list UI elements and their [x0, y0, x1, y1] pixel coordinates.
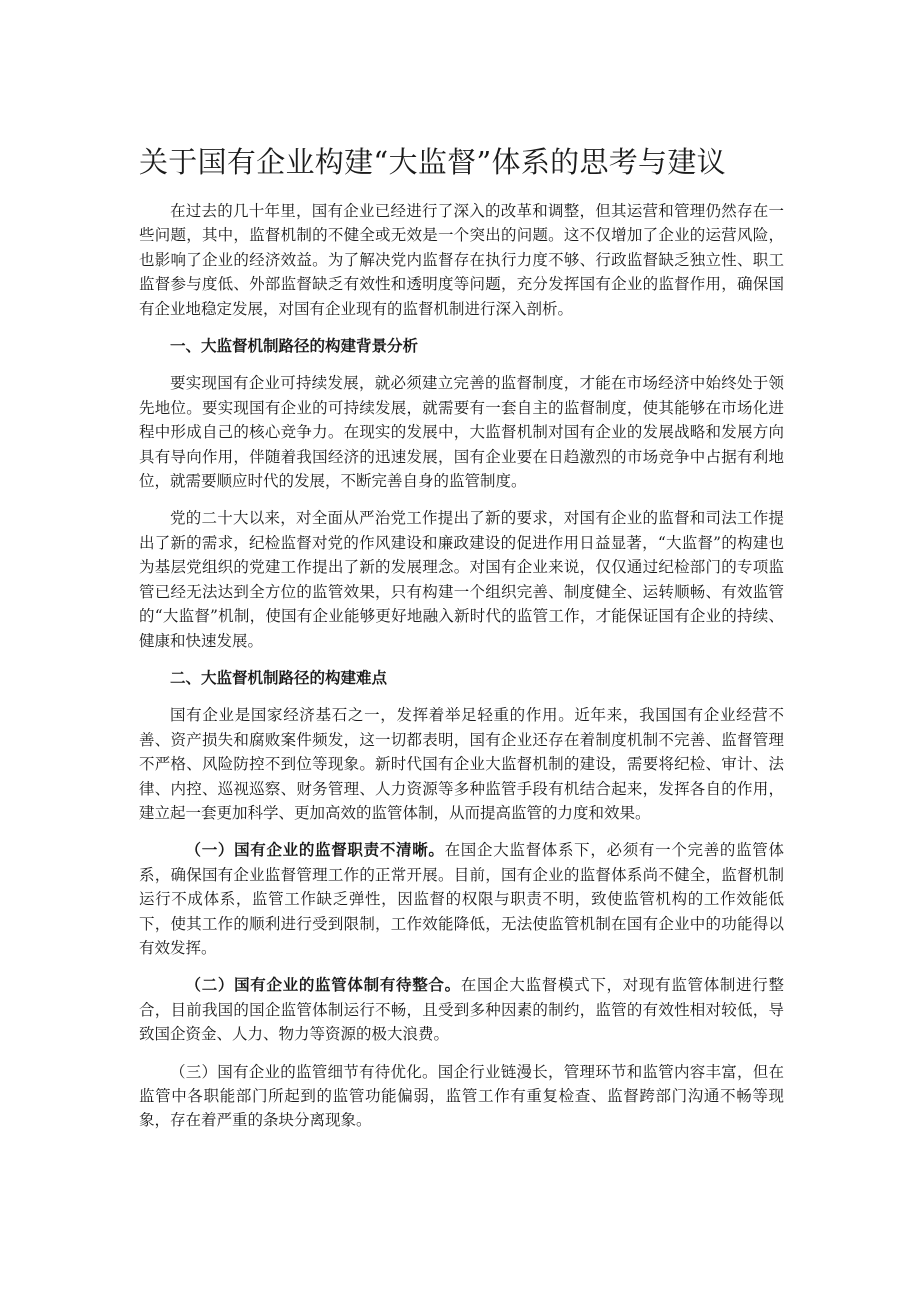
section-2-paragraph-1: 国有企业是国家经济基石之一，发挥着举足轻重的作用。近年来，我国国有企业经营不善、资产损失和腐败案件频发，这一切都表明，国有企业还存在着制度机制不完善、监督管理不严格、风险防控不到位等现象。新时代国有企业大监督机制的建设，需要将纪检、审计、法律、内控、巡视巡察、财务管理、人力资源等多种监管手段有机结合起来，发挥各自的作用，建立起一套更加科学、更加高效的监管体制，从而提高监管的力度和效果。 [139, 706, 784, 822]
section-2-item-3: （三）国有企业的监管细节有待优化。国企行业链漫长，管理环节和监管内容丰富，但在监管中各职能部门所起到的监管功能偏弱，监管工作有重复检查、监督跨部门沟通不畅等现象，存在着严重的条块分离现象。 [139, 1062, 784, 1130]
section-1-paragraph-2: 党的二十大以来，对全面从严治党工作提出了新的要求，对国有企业的监督和司法工作提出了新的需求，纪检监督对党的作风建设和廉政建设的促进作用日益显著，“大监督”的构建也为基层党组织的党建工作提出了新的发展理念。对国有企业来说，仅仅通过纪检部门的专项监管已经无法达到全方位的监管效果，只有构建一个组织完善、制度健全、运转顺畅、有效监管的“大监督”机制，使国有企业能够更好地融入新时代的监管工作，才能保证国有企业的持续、健康和快速发展。 [139, 509, 784, 650]
section-2-item-1 [139, 838, 784, 960]
item-1-text: 在国企大监督体系下，必须有一个完善的监管体系，确保国有企业监督管理工作的正常开展。目前，国有企业的监督体系尚不健全，监督机制运行不成体系，监管工作缺乏弹性，因监督的权限与职责不明，致使监管机构的工作效能低下，使其工作的顺利进行受到限制，工作效能降低，无法使监管机制在国有企业中的功能得以有效发挥。 [139, 841, 784, 957]
item-1-lead: （一）国有企业的监督职责不清晰。 [185, 840, 445, 860]
document-title: 关于国有企业构建“大监督”体系的思考与建议 [139, 145, 726, 179]
section-1-heading: 一、大监督机制路径的构建背景分析 [170, 336, 419, 356]
intro-paragraph: 在过去的几十年里，国有企业已经进行了深入的改革和调整，但其运营和管理仍然存在一些问题，其中，监督机制的不健全或无效是一个突出的问题。这不仅增加了企业的运营风险，也影响了企业的经济效益。为了解决党内监督存在执行力度不够、行政监督缺乏独立性、职工监督参与度低、外部监督缺乏有效性和透明度等问题，充分发挥国有企业的监督作用，确保国有企业地稳定发展，对国有企业现有的监督机制进行深入剖析。 [139, 202, 784, 318]
section-2-heading: 二、大监督机制路径的构建难点 [170, 667, 388, 687]
section-1-paragraph-1: 要实现国有企业可持续发展，就必须建立完善的监督制度，才能在市场经济中始终处于领先地位。要实现国有企业的可持续发展，就需要有一套自主的监督制度，使其能够在市场化进程中形成自己的核心竞争力。在现实的发展中，大监督机制对国有企业的发展战略和发展方向具有导向作用，伴随着我国经济的迅速发展，国有企业要在日趋激烈的市场竞争中占据有利地位，就需要顺应时代的发展，不断完善自身的监管制度。 [139, 374, 784, 491]
item-2-lead: （二）国有企业的监管体制有待整合。 [185, 975, 461, 995]
document-body [139, 199, 784, 1146]
section-2-item-2 [139, 973, 784, 1046]
item-2-text: 在国企大监督模式下，对现有监管体制进行整合，目前我国的国企监管体制运行不畅，且受到多种因素的制约，监管的有效性相对较低，导致国企资金、人力、物力等资源的极大浪费。 [139, 976, 784, 1044]
